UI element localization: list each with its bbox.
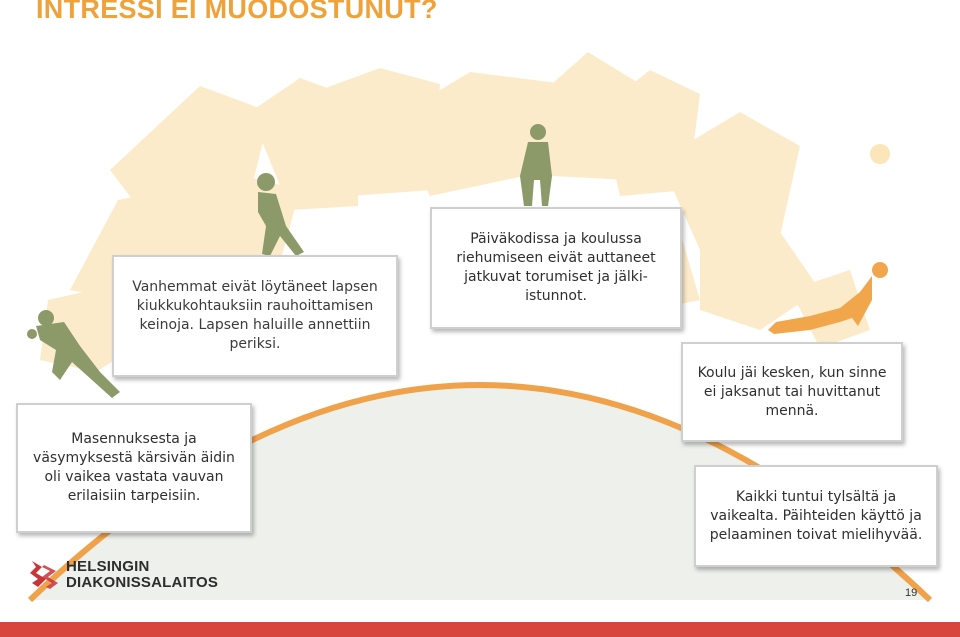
- text-card-boredom: [694, 465, 938, 567]
- logo-line-2: DIAKONISSALAITOS: [66, 574, 219, 591]
- card-text: Vanhemmat eivät löytäneet lapsen kiukkukohtauksiin rauhoittamisen keinoja. Lapsen haluille annettiin periksi.: [132, 279, 378, 352]
- card-text: Kaikki tuntui tylsältä ja vaikealta. Päihteiden käyttö ja pelaaminen toivat mielihyvää.: [709, 488, 923, 543]
- text-card-dropout: [681, 342, 903, 442]
- page-number: 19: [905, 587, 918, 599]
- card-text: Masennuksesta ja väsymyksestä kärsivän äidin oli vaikea vastata vauvan erilaisiin tarpeisiin.: [33, 431, 235, 504]
- text-card-parents: [112, 255, 398, 377]
- logo-mark-icon: [28, 557, 60, 593]
- page-title: INTRESSI EI MUODOSTUNUT?: [36, 0, 438, 24]
- footer-bar: [0, 622, 960, 637]
- card-text: Päiväkodissa ja koulussa riehumiseen eivät auttaneet jatkuvat torumiset ja jälki-istunnot.: [456, 231, 656, 304]
- card-text: Koulu jäi kesken, kun sinne ei jaksanut tai huvittanut mennä.: [697, 364, 887, 419]
- text-card-mother: [16, 403, 252, 533]
- text-card-school: [430, 207, 682, 329]
- logo-line-1: HELSINGIN: [66, 558, 150, 575]
- organization-logo: [28, 557, 218, 593]
